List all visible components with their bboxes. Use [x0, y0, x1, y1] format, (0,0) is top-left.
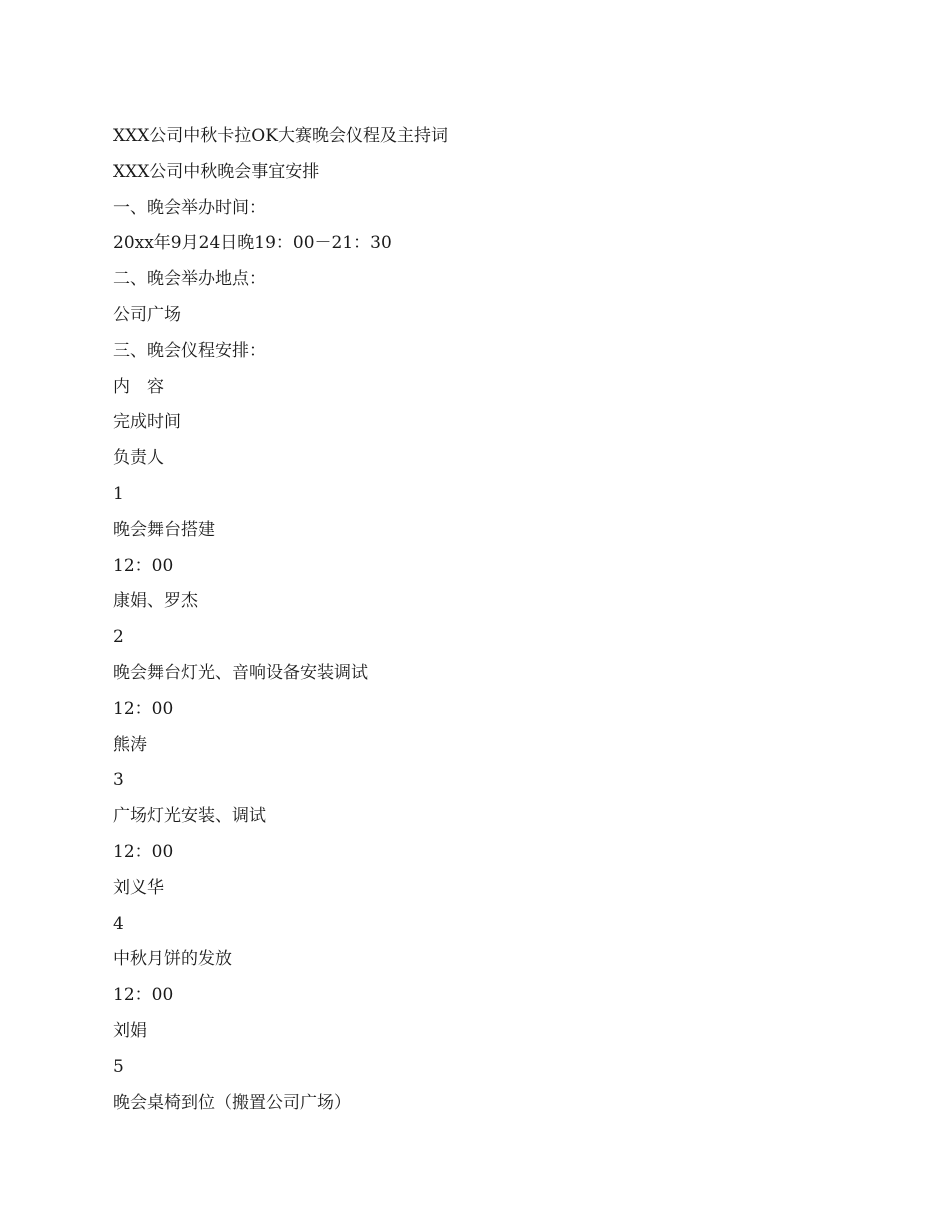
task-number: 3 [113, 770, 124, 791]
document-title: XXX公司中秋卡拉OK大赛晚会仪程及主持词 [113, 126, 448, 146]
task-content: 中秋月饼的发放 [113, 949, 232, 970]
table-header-time: 完成时间 [113, 412, 181, 433]
table-header-owner: 负责人 [113, 448, 164, 469]
task-number: 1 [113, 483, 124, 504]
task-owner: 康娟、罗杰 [113, 591, 198, 612]
task-content: 晚会舞台搭建 [113, 519, 215, 540]
task-owner: 刘义华 [113, 877, 164, 898]
task-time: 12：00 [113, 841, 174, 862]
task-number: 5 [113, 1056, 124, 1077]
section-heading-schedule: 三、晚会仪程安排： [113, 340, 266, 361]
task-number: 2 [113, 627, 124, 648]
task-owner: 熊涛 [113, 734, 147, 755]
document-subtitle: XXX公司中秋晚会事宜安排 [113, 161, 320, 182]
task-content: 晚会舞台灯光、音响设备安装调试 [113, 662, 368, 683]
task-number: 4 [113, 913, 124, 934]
section-heading-time: 一、晚会举办时间： [113, 197, 266, 218]
task-owner: 刘娟 [113, 1020, 147, 1041]
event-time: 20xx年9月24日晚19：00－21：30 [113, 233, 392, 254]
document-body [113, 119, 853, 1121]
task-time: 12：00 [113, 698, 174, 719]
task-content: 晚会桌椅到位（搬置公司广场） [113, 1092, 351, 1113]
task-time: 12：00 [113, 555, 174, 576]
event-location: 公司广场 [113, 304, 181, 325]
section-heading-location: 二、晚会举办地点： [113, 269, 266, 290]
task-content: 广场灯光安装、调试 [113, 806, 266, 827]
table-header-content: 内 容 [113, 376, 164, 397]
task-time: 12：00 [113, 985, 174, 1006]
